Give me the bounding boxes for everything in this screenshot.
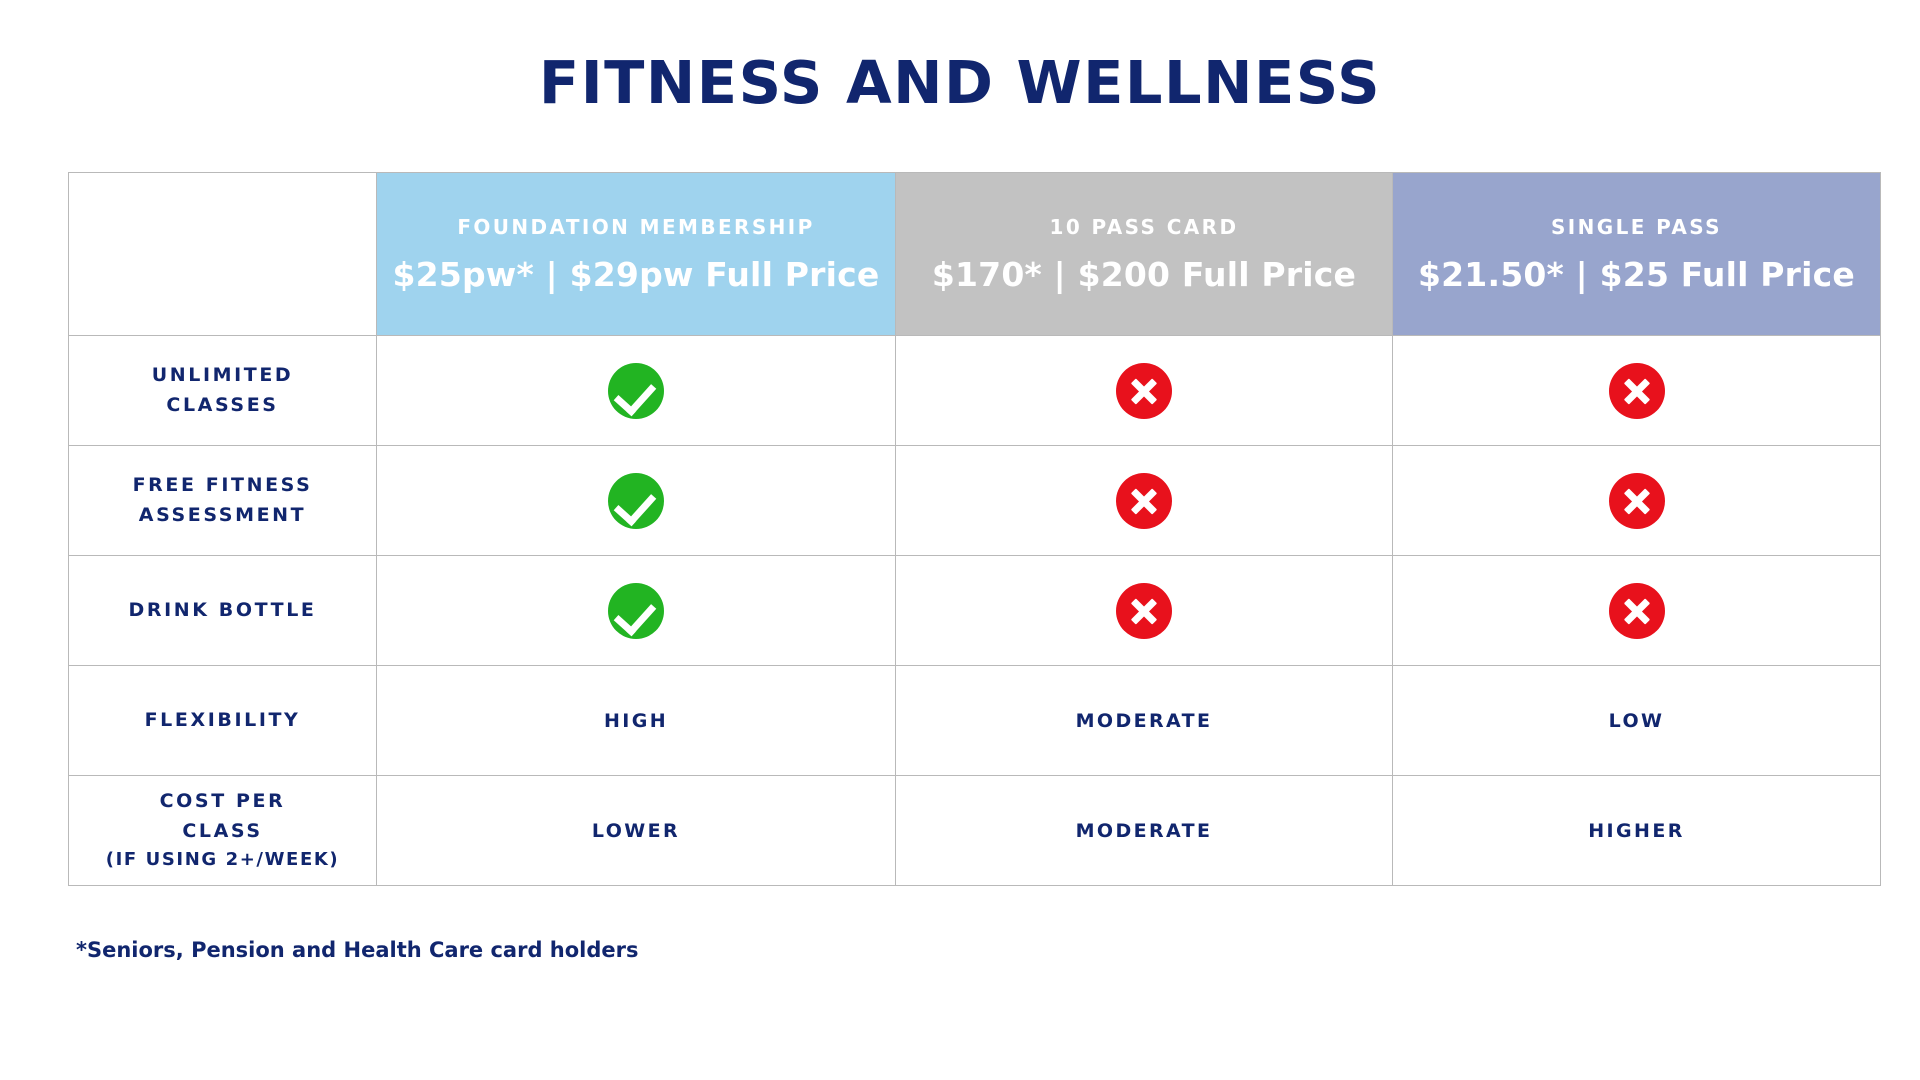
footnote: *Seniors, Pension and Health Care card holders	[76, 938, 639, 962]
cross-icon	[1609, 473, 1665, 529]
cell-free-fitness-assessment-single	[1393, 446, 1881, 556]
cell-value: MODERATE	[1075, 819, 1213, 842]
cell-flexibility-foundation	[377, 666, 896, 776]
cell-value: HIGH	[603, 709, 669, 732]
cell-value: MODERATE	[1075, 709, 1213, 732]
row-label-line1: DRINK BOTTLE	[128, 598, 317, 621]
cell-drink-bottle-foundation	[377, 556, 896, 666]
page-title: FITNESS AND WELLNESS	[538, 48, 1382, 117]
cell-flexibility-10pass	[896, 666, 1393, 776]
cell-cost-per-class-10pass	[896, 776, 1393, 886]
comparison-table	[68, 172, 1881, 886]
plan-header-foundation-membership	[377, 173, 896, 336]
row-label-line2: CLASSES	[166, 393, 279, 416]
row-label-drink-bottle	[69, 556, 377, 666]
header-blank-cell	[69, 173, 377, 336]
cell-flexibility-single	[1393, 666, 1881, 776]
plan-name: FOUNDATION MEMBERSHIP	[457, 214, 815, 239]
cell-cost-per-class-foundation	[377, 776, 896, 886]
row-label-line3: (IF USING 2+/WEEK)	[105, 848, 340, 870]
plan-price: $21.50* | $25 Full Price	[1417, 254, 1856, 294]
table-row	[69, 666, 1881, 776]
row-label-flexibility	[69, 666, 377, 776]
table-row	[69, 776, 1881, 886]
cross-icon	[1116, 363, 1172, 419]
row-label-line1: COST PER	[159, 790, 286, 813]
cell-value: LOW	[1608, 709, 1665, 732]
cell-free-fitness-assessment-10pass	[896, 446, 1393, 556]
cell-unlimited-classes-single	[1393, 336, 1881, 446]
plan-price: $170* | $200 Full Price	[931, 254, 1357, 294]
row-label-unlimited-classes	[69, 336, 377, 446]
cross-icon	[1609, 583, 1665, 639]
cell-cost-per-class-single	[1393, 776, 1881, 886]
cross-icon	[1116, 583, 1172, 639]
row-label-line1: FLEXIBILITY	[144, 708, 301, 731]
row-label-cost-per-class	[69, 776, 377, 886]
check-icon	[608, 473, 664, 529]
cell-unlimited-classes-foundation	[377, 336, 896, 446]
table-row	[69, 556, 1881, 666]
cross-icon	[1116, 473, 1172, 529]
plan-header-10-pass-card	[896, 173, 1393, 336]
cell-free-fitness-assessment-foundation	[377, 446, 896, 556]
row-label-line2: CLASS	[182, 819, 263, 842]
plan-header-single-pass	[1393, 173, 1881, 336]
header-row	[69, 173, 1881, 336]
row-label-line1: UNLIMITED	[151, 364, 294, 387]
table-header	[69, 173, 1881, 336]
comparison-table-wrapper	[68, 172, 1880, 886]
cross-icon	[1609, 363, 1665, 419]
row-label-free-fitness-assessment	[69, 446, 377, 556]
plan-name: SINGLE PASS	[1551, 214, 1722, 239]
row-label-line1: FREE FITNESS	[132, 474, 313, 497]
plan-price: $25pw* | $29pw Full Price	[392, 254, 880, 294]
plan-name: 10 PASS CARD	[1049, 214, 1239, 239]
check-icon	[608, 583, 664, 639]
cell-drink-bottle-single	[1393, 556, 1881, 666]
row-label-line2: ASSESSMENT	[138, 503, 307, 526]
cell-unlimited-classes-10pass	[896, 336, 1393, 446]
cell-value: LOWER	[591, 819, 681, 842]
table-body	[69, 336, 1881, 886]
cell-value: HIGHER	[1588, 819, 1685, 842]
table-row	[69, 446, 1881, 556]
check-icon	[608, 363, 664, 419]
table-row	[69, 336, 1881, 446]
cell-drink-bottle-10pass	[896, 556, 1393, 666]
